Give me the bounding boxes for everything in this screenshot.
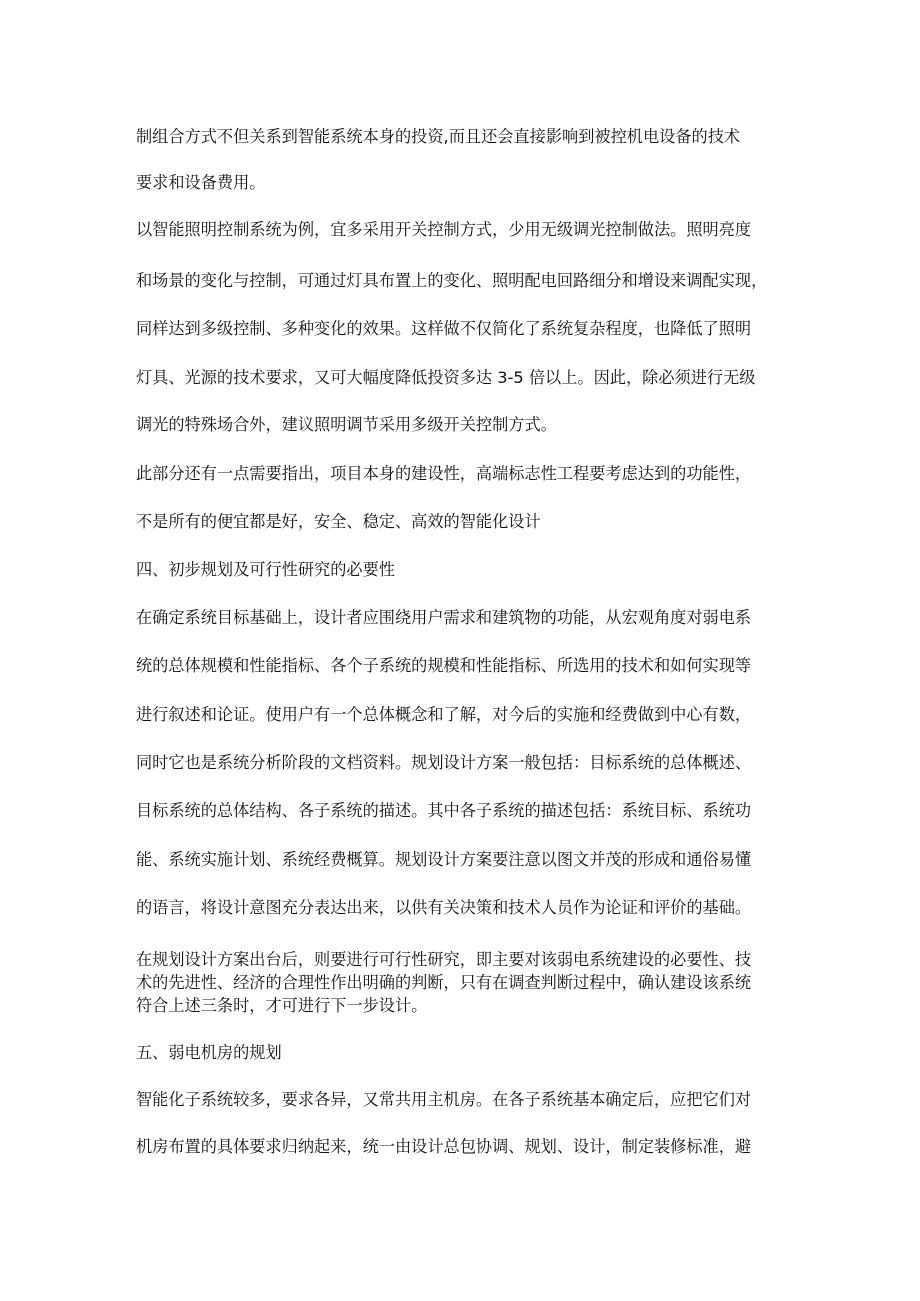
text-line: 不是所有的便宜都是好，安全、稳定、高效的智能化设计 xyxy=(136,512,541,531)
text-line: 的语言，将设计意图充分表达出来，以供有关决策和技术人员作为论证和评价的基础。 xyxy=(136,898,752,917)
text-line: 同样达到多级控制、多种变化的效果。这样做不仅简化了系统复杂程度，也降低了照明 xyxy=(136,319,752,338)
text-line: 灯具、光源的技术要求，又可大幅度降低投资多达 3-5 倍以上。因此，除必须进行无级 xyxy=(136,368,756,387)
text-line: 目标系统的总体结构、各子系统的描述。其中各子系统的描述包括：系统目标、系统功 xyxy=(136,801,752,820)
text-line: 进行叙述和论证。使用户有一个总体概念和了解，对今后的实施和经费做到中心有数， xyxy=(136,705,752,724)
text-line: 在规划设计方案出台后，则要进行可行性研究，即主要对该弱电系统建设的必要性、技 xyxy=(136,950,752,969)
text-line: 术的先进性、经济的合理性作出明确的判断，只有在调查判断过程中，确认建设该系统 xyxy=(136,973,752,992)
text-line: 符合上述三条时，才可进行下一步设计。 xyxy=(136,996,428,1015)
section-heading: 五、弱电机房的规划 xyxy=(136,1043,282,1062)
text-line: 要求和设备费用。 xyxy=(136,173,266,192)
text-line: 能、系统实施计划、系统经费概算。规划设计方案要注意以图文并茂的形成和通俗易懂 xyxy=(136,850,752,869)
text-line: 智能化子系统较多，要求各异，又常共用主机房。在各子系统基本确定后，应把它们对 xyxy=(136,1090,752,1109)
text-line: 机房布置的具体要求归纳起来，统一由设计总包协调、规划、设计，制定装修标准，避 xyxy=(136,1137,752,1156)
text-line: 在确定系统目标基础上，设计者应围绕用户需求和建筑物的功能，从宏观角度对弱电系 xyxy=(136,608,752,627)
text-line: 和场景的变化与控制，可通过灯具布置上的变化、照明配电回路细分和增设来调配实现， xyxy=(136,271,768,290)
text-line: 制组合方式不但关系到智能系统本身的投资,而且还会直接影响到被控机电设备的技术 xyxy=(136,127,741,146)
text-line: 统的总体规模和性能指标、各个子系统的规模和性能指标、所选用的技术和如何实现等 xyxy=(136,656,752,675)
text-line: 此部分还有一点需要指出，项目本身的建设性，高端标志性工程要考虑达到的功能性， xyxy=(136,464,752,483)
text-line: 调光的特殊场合外，建议照明调节采用多级开关控制方式。 xyxy=(136,415,557,434)
text-line: 同时它也是系统分析阶段的文档资料。规划设计方案一般包括：目标系统的总体概述、 xyxy=(136,753,752,772)
text-line: 以智能照明控制系统为例，宜多采用开关控制方式，少用无级调光控制做法。照明亮度 xyxy=(136,220,752,239)
section-heading: 四、初步规划及可行性研究的必要性 xyxy=(136,560,395,579)
